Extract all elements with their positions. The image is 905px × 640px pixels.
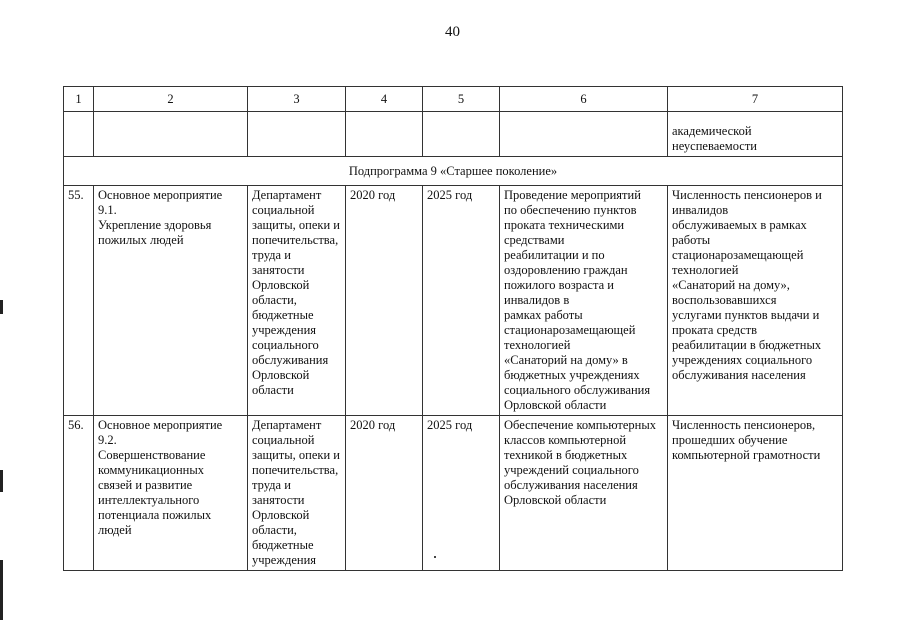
table-row: [64, 416, 843, 571]
carryover-indicator: академической неуспеваемости: [668, 112, 843, 157]
row-number: 55.: [64, 186, 94, 416]
scan-speck: [434, 556, 436, 558]
column-number: 7: [668, 87, 843, 112]
executor-cell: Департамент социальной защиты, опеки и попечительства, труда и занятости Орловской области, бюджетные учреждения: [248, 416, 346, 571]
indicator-cell: Численность пенсионеров и инвалидов обслуживаемых в рамках работы стационарозамещающей технологией «Санаторий на дому», воспользовавшихся услугами пунктов выдачи и проката средств реабилитации в бюджетных учреждениях социального обслуживания населения: [668, 186, 843, 416]
result-cell: Проведение мероприятий по обеспечению пунктов проката техническими средствами реабилитации и по оздоровлению граждан пожилого возраста и инвалидов в рамках работы стационарозамещающей технологией «Санаторий на дому» в бюджетных учреждениях социального обслуживания Орловской области: [500, 186, 668, 416]
scan-edge-marks: [0, 0, 5, 640]
start-cell: 2020 год: [346, 416, 423, 571]
executor-cell: Департамент социальной защиты, опеки и попечительства, труда и занятости Орловской области, бюджетные учреждения социального обслуживания Орловской области: [248, 186, 346, 416]
row-number: 56.: [64, 416, 94, 571]
table-row: [64, 186, 843, 416]
column-number-row: [64, 87, 843, 112]
start-cell: 2020 год: [346, 186, 423, 416]
column-number: 5: [423, 87, 500, 112]
event-cell: Основное мероприятие 9.2. Совершенствование коммуникационных связей и развитие интеллектуального потенциала пожилых людей: [94, 416, 248, 571]
program-table: [63, 86, 843, 571]
indicator-cell: Численность пенсионеров, прошедших обучение компьютерной грамотности: [668, 416, 843, 571]
column-number: 3: [248, 87, 346, 112]
end-cell: 2025 год: [423, 416, 500, 571]
result-cell: Обеспечение компьютерных классов компьютерной техникой в бюджетных учреждений социального обслуживания населения Орловской области: [500, 416, 668, 571]
page-number: 40: [445, 24, 460, 40]
column-number: 6: [500, 87, 668, 112]
carryover-row: [64, 112, 843, 157]
column-number: 4: [346, 87, 423, 112]
column-number: 1: [64, 87, 94, 112]
section-title: Подпрограмма 9 «Старшее поколение»: [64, 157, 843, 186]
column-number: 2: [94, 87, 248, 112]
section-row: [64, 157, 843, 186]
end-cell: 2025 год: [423, 186, 500, 416]
event-cell: Основное мероприятие 9.1. Укрепление здоровья пожилых людей: [94, 186, 248, 416]
